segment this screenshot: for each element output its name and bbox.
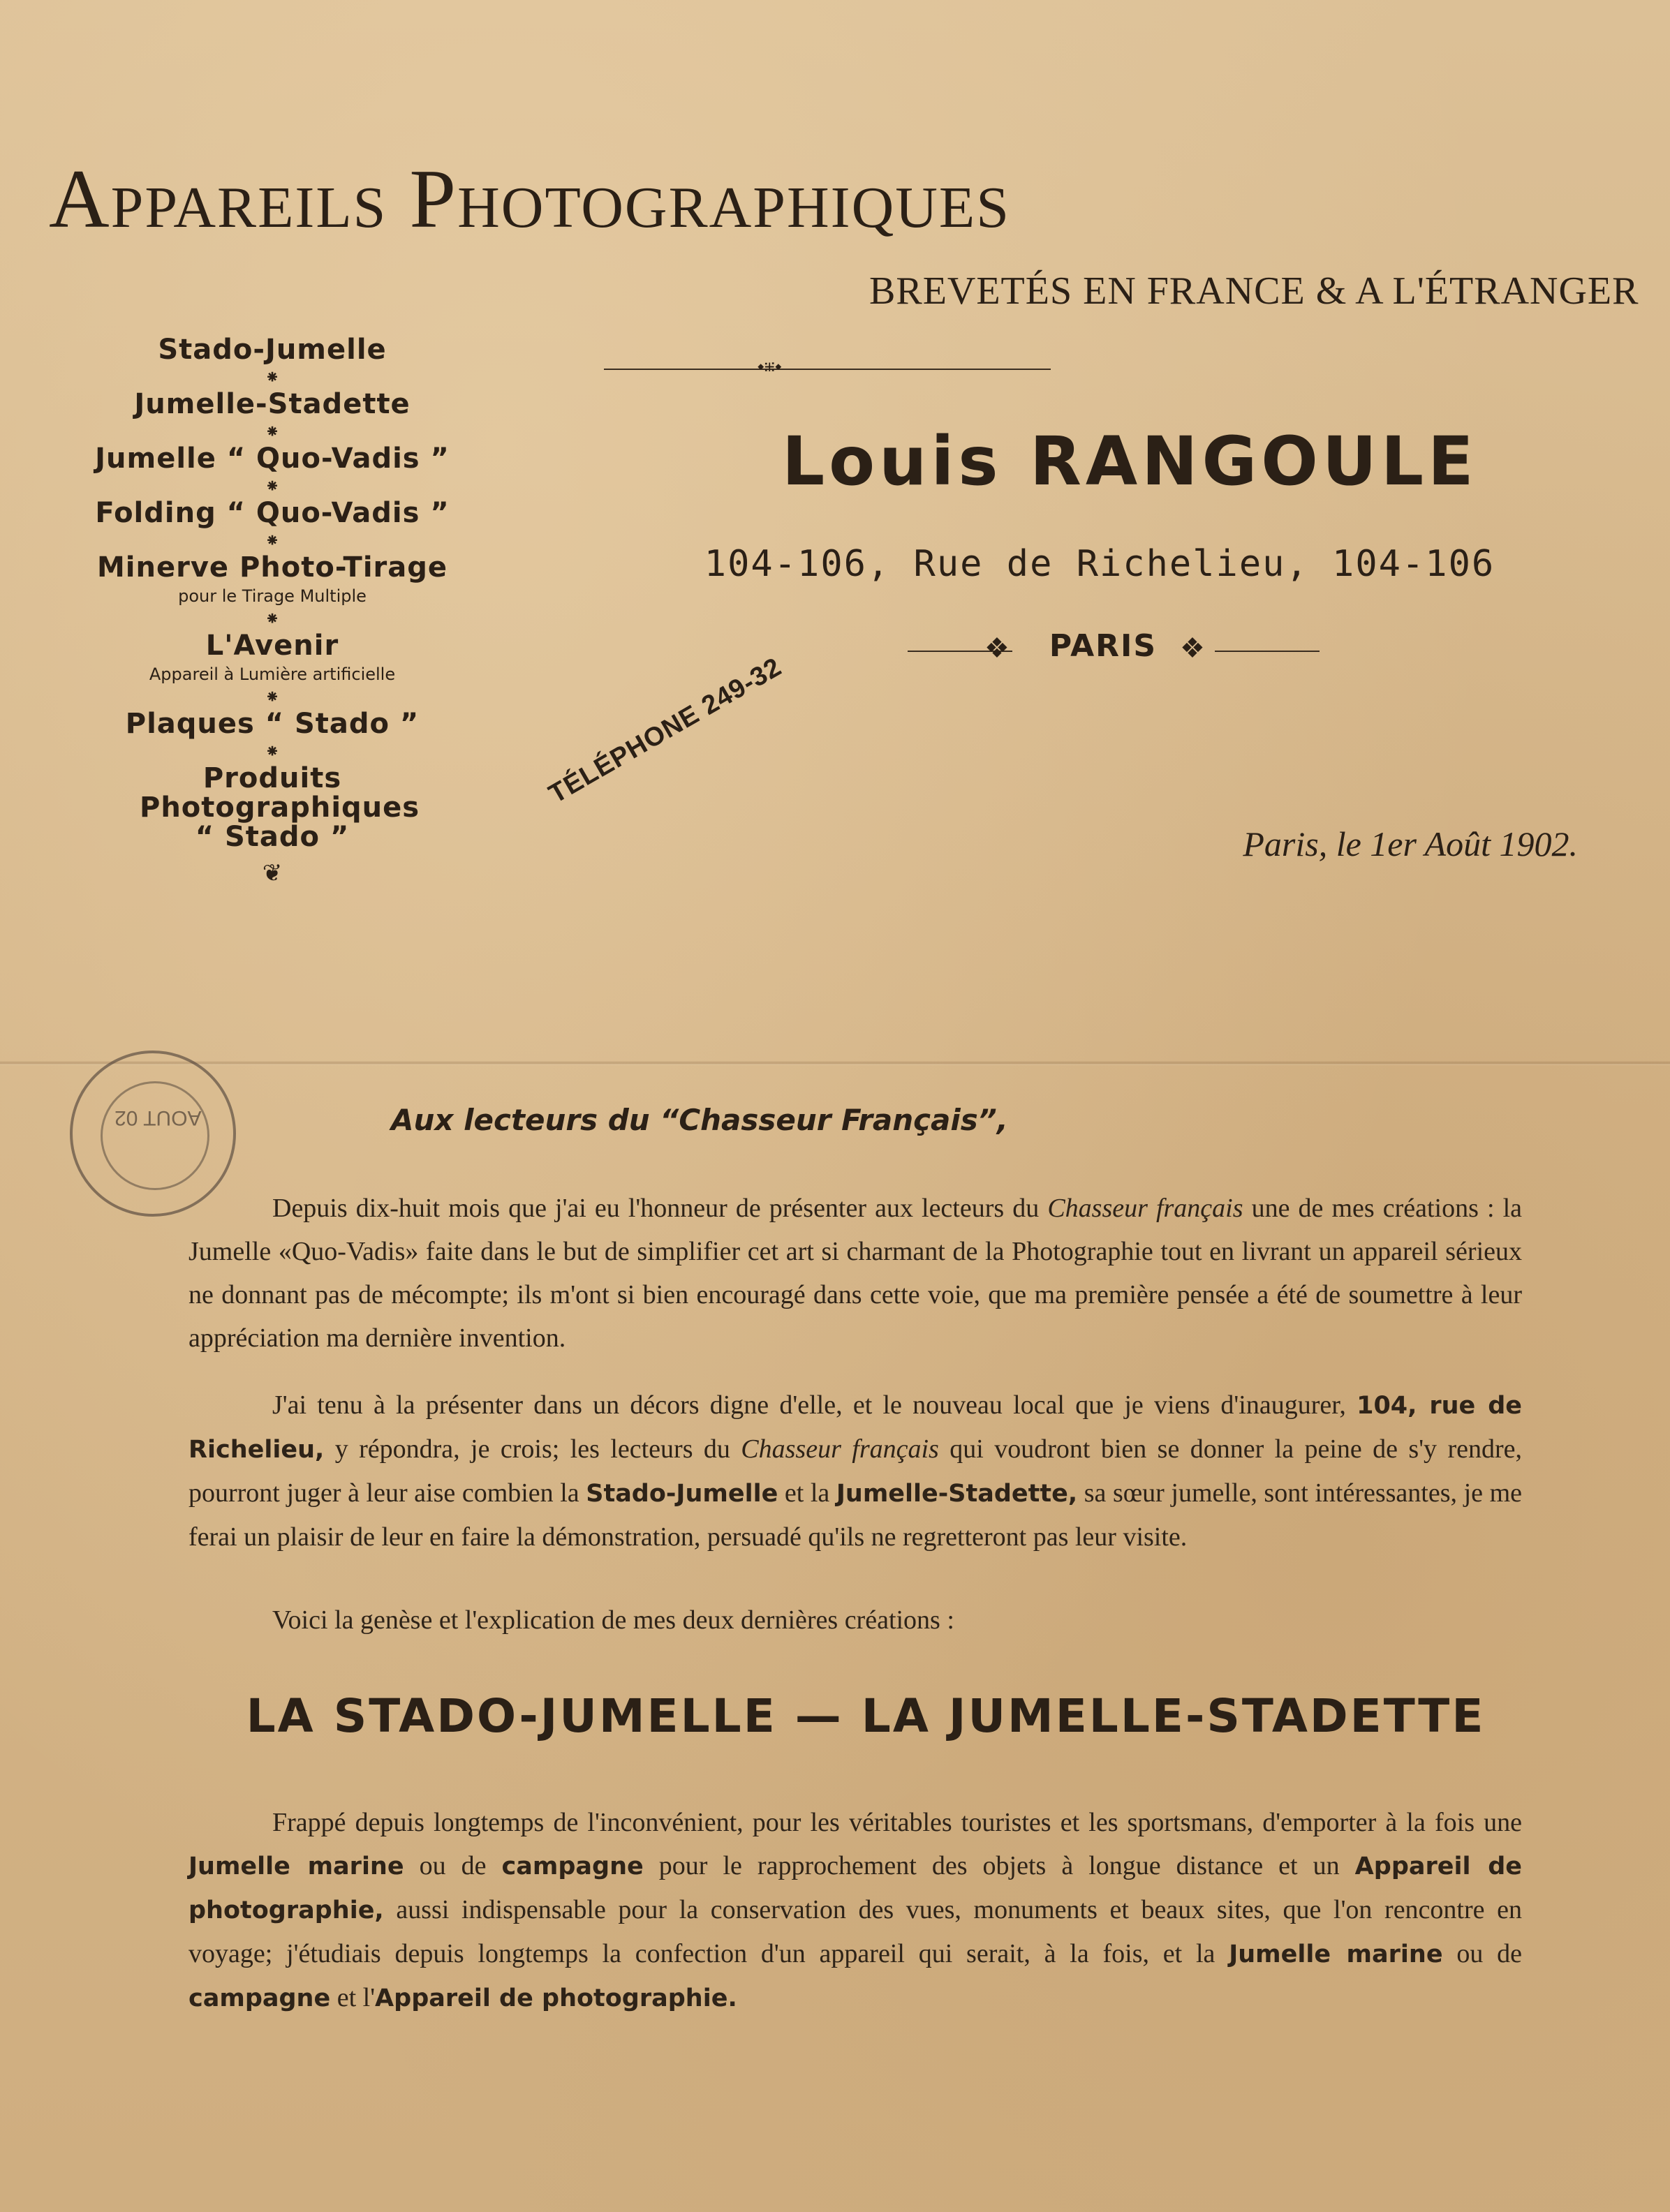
emphasis-product: Appareil de photographie, [189,1853,1522,1924]
text-run: Voici la genèse et l'explication de mes deux dernières créations : [272,1605,954,1635]
text-run: et l' [330,1983,376,2012]
product-item [42,444,503,473]
emphasis-product: Jumelle-Stadette, [836,1480,1078,1508]
section-title: LA STADO-JUMELLE — LA JUMELLE-STADETTE [246,1689,1486,1743]
letter-date: Paris, le 1er Août 1902. [1243,824,1578,863]
product-label: Folding “ Quo-Vadis ” [95,497,450,529]
merchant-city: PARIS [1049,628,1158,664]
publication-name: Chasseur français [1047,1194,1243,1223]
text-run: ou de [404,1851,502,1880]
product-item [42,764,503,852]
emphasis-product: Jumelle marine [1229,1940,1443,1968]
text-run: une de mes créations : la Jumelle «Quo-Vadis» faite dans le but de simplifier cet art si charmant de la Photographie tout en livrant un appareil sérieux ne donnant pas de mécompte; ils m'ont si bien encouragé dans cette voie, que ma première pensée a été de soumettre à leur appréciation ma dernière invention. [189,1194,1522,1353]
ornament-icon: ❖ [1180,632,1205,664]
product-item [42,709,503,738]
product-label: Stado-Jumelle [158,334,387,366]
asterisk-icon: ⁕ [265,476,280,497]
asterisk-icon: ⁕ [265,367,280,388]
text-run: pour le rapprochement des objets à longue distance et un [643,1851,1355,1880]
ornament-rule [1215,651,1320,652]
product-sublabel: Appareil à Lumière artificielle [149,665,396,684]
text-run: Depuis dix-huit mois que j'ai eu l'honneur de présenter aux lecteurs du [272,1194,1048,1223]
text-run: J'ai tenu à la présenter dans un décors digne d'elle, et le nouveau local que je viens d'inaugurer, [272,1390,1357,1420]
text-run: qui voudront bien se donner la peine de s'y rendre, pourront juger à leur aise combien la [189,1434,1523,1508]
product-label: Jumelle “ Quo-Vadis ” [95,443,450,475]
ornament-icon: ❖ [984,632,1010,664]
document-title: Appareils Photographiques [49,152,1010,245]
product-item [42,553,503,606]
product-label: Plaques “ Stado ” [125,708,420,740]
product-label: Minerve Photo-Tirage [96,551,448,584]
ornament-rule [604,369,1051,370]
product-sublabel: pour le Tirage Multiple [178,586,367,606]
letter-paragraph [189,1383,1522,1559]
emphasis-product: Jumelle marine [189,1853,404,1880]
merchant-name: Louis RANGOULE [782,422,1478,500]
asterisk-icon: ⁕ [265,530,280,551]
publication-name: Chasseur français [741,1434,939,1464]
emphasis-product: campagne [189,1984,331,2012]
text-run: y répondra, je crois; les lecteurs du [324,1434,741,1464]
product-item [42,335,503,364]
emphasis-product: Stado-Jumelle [586,1480,778,1508]
letter-paragraph [189,1598,1522,1642]
emphasis-product: Appareil de photographie. [375,1984,737,2012]
product-label: Produits Photographiques “ Stado ” [140,762,420,853]
flourish-icon: ❦ [262,859,283,887]
product-item [42,498,503,528]
patent-subtitle: BREVETÉS EN FRANCE & A L'ÉTRANGER [869,269,1639,313]
telephone-stamp: TÉLÉPHONE 249-32 [544,652,787,810]
ornament-icon: ⬩⁜⬩ [758,356,782,376]
asterisk-icon: ⁕ [265,687,280,708]
product-list [42,335,503,888]
merchant-address: 104-106, Rue de Richelieu, 104-106 [704,543,1495,585]
postmark-text: AOUT 02 [114,1106,202,1129]
letter-greeting: Aux lecteurs du “Chasseur Français”, [391,1103,1008,1137]
text-run: Frappé depuis longtemps de l'inconvénient, pour les véritables touristes et les sportsmans, d'emporter à la fois une [272,1808,1522,1837]
product-item [42,631,503,684]
text-run: aussi indispensable pour la conservation des vues, monuments et beaux sites, que l'on rencontre en voyage; j'étudiais depuis longtemps la confection d'un appareil qui serait, à la fois, et la [189,1895,1522,1968]
paper-fold [0,1061,1670,1065]
emphasis-address: 104, rue de Richelieu, [189,1392,1522,1464]
emphasis-product: campagne [501,1853,644,1880]
asterisk-icon: ⁕ [265,422,280,443]
text-run: sa sœur jumelle, sont intéressantes, je me ferai un plaisir de leur en faire la démonstration, persuadé qu'ils ne regretteront pas leur visite. [189,1478,1522,1552]
product-item [42,389,503,419]
letter-paragraph [189,1801,1522,2020]
asterisk-icon: ⁕ [265,609,280,630]
letter-paragraph [189,1187,1522,1360]
product-label: L'Avenir [205,630,339,662]
asterisk-icon: ⁕ [265,741,280,762]
text-run: ou de [1442,1939,1522,1968]
text-run: et la [778,1478,836,1508]
product-label: Jumelle-Stadette [134,388,411,420]
